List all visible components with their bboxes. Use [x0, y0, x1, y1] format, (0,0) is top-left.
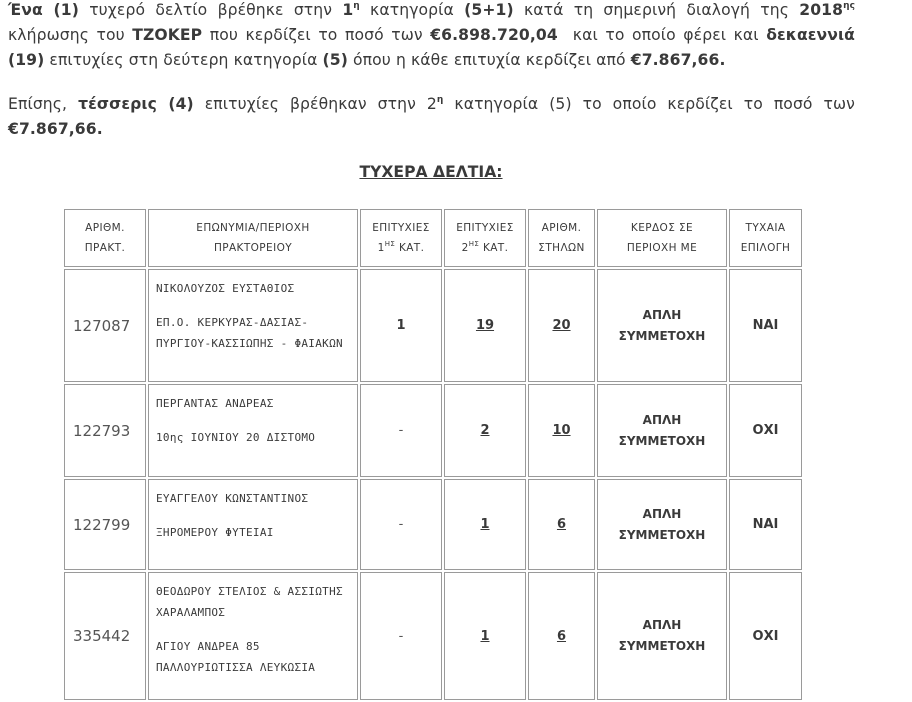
first-category-wins: 1: [360, 269, 442, 382]
header-agency-name: ΕΠΩΝΥΜΙΑ/ΠΕΡΙΟΧΗ ΠΡΑΚΤΟΡΕΙΟΥ: [148, 209, 358, 267]
results-paragraph-2: Επίσης, τέσσερις (4) επιτυχίες βρέθηκαν στην $2^\eta$ κατηγορία (5) το οποίο κερδίζει το ποσό των €7.867,66.: [8, 95, 855, 138]
prize-type: ΑΠΛΗ ΣΥΜΜΕΤΟΧΗ: [597, 384, 727, 477]
columns-count[interactable]: 6: [528, 572, 595, 700]
header-first-category-wins: ΕΠΙΤΥΧΙΕΣ $1^{H\Sigma}$ ΚΑΤ.: [360, 209, 442, 267]
table-row: [64, 572, 802, 700]
columns-count[interactable]: 6: [528, 479, 595, 570]
agency-details: [148, 269, 358, 382]
agency-number: 122799: [64, 479, 146, 570]
agency-address: ΕΠ.Ο. ΚΕΡΚΥΡΑΣ-ΔΑΣΙΑΣ-: [156, 316, 309, 329]
first-category-wins: -: [360, 479, 442, 570]
agency-address: ΑΓΙΟΥ ΑΝΔΡΕΑ 85: [156, 640, 260, 653]
prize-type: ΑΠΛΗ ΣΥΜΜΕΤΟΧΗ: [597, 572, 727, 700]
header-prize-type: ΚΕΡΔΟΣ ΣΕ ΠΕΡΙΟΧΗ ΜΕ: [597, 209, 727, 267]
agency-name: ΘΕΟΔΩΡΟΥ ΣΤΕΛΙΟΣ & ΑΣΣΙΩΤΗΣ: [156, 585, 343, 598]
count-first-category: Ένα (1): [8, 1, 79, 19]
columns-count[interactable]: 10: [528, 384, 595, 477]
prize-type: ΑΠΛΗ ΣΥΜΜΕΤΟΧΗ: [597, 269, 727, 382]
agency-address: 10ης ΙΟΥΝΙΟΥ 20 ΔΙΣΤΟΜΟ: [156, 431, 316, 444]
random-pick: ΟΧΙ: [729, 572, 802, 700]
lucky-tickets-table: [62, 207, 804, 702]
lucky-tickets-title: ΤΥΧΕΡΑ ΔΕΛΤΙΑ:: [359, 163, 503, 181]
second-category-wins[interactable]: 1: [444, 572, 526, 700]
header-agency-number: ΑΡΙΘΜ. ΠΡΑΚΤ.: [64, 209, 146, 267]
header-random-pick: ΤΥΧΑΙΑ ΕΠΙΛΟΓΗ: [729, 209, 802, 267]
second-category-wins[interactable]: 1: [444, 479, 526, 570]
table-row: [64, 269, 802, 382]
agency-address: ΠΑΛΛΟΥΡΙΩΤΙΣΣΑ ΛΕΥΚΩΣΙΑ: [156, 661, 316, 674]
agency-number: 335442: [64, 572, 146, 700]
first-category-wins: -: [360, 384, 442, 477]
columns-count[interactable]: 20: [528, 269, 595, 382]
agency-address: ΠΥΡΓΙΟΥ-ΚΑΣΣΙΩΠΗΣ - ΦΑΙΑΚΩΝ: [156, 337, 343, 350]
results-paragraph-1: Ένα (1) τυχερό δελτίο βρέθηκε στην $1^\eta$ κατηγορία (5+1) κατά τη σημερινή διαλογή της $2018^{\eta\varsigma}$ κλήρωσης του ΤΖΟΚΕΡ που κερδίζει το ποσό των €6.898.720,04 και το οποίο φέρει και δεκαεννιά (19) επιτυχίες στη δεύτερη κατηγορία (5) όπου η κάθε επιτυχία κερδίζει από €7.867,66.: [8, 1, 856, 69]
second-category-wins[interactable]: 2: [444, 384, 526, 477]
second-category-amount: €7.867,66.: [630, 51, 726, 69]
random-pick: ΝΑΙ: [729, 479, 802, 570]
draw-number: 2018: [799, 1, 844, 19]
random-pick: ΟΧΙ: [729, 384, 802, 477]
agency-name: ΕΥΑΓΓΕΛΟΥ ΚΩΝΣΤΑΝΤΙΝΟΣ: [156, 492, 309, 505]
agency-address: ΞΗΡΟΜΕΡΟΥ ΦΥΤΕΙΑΙ: [156, 526, 274, 539]
agency-name: ΝΙΚΟΛΟΥΖΟΣ ΕΥΣΤΑΘΙΟΣ: [156, 282, 295, 295]
header-columns: ΑΡΙΘΜ. ΣΤΗΛΩΝ: [528, 209, 595, 267]
table-row: [64, 384, 802, 477]
agency-details: [148, 479, 358, 570]
table-row: [64, 479, 802, 570]
agency-number: 127087: [64, 269, 146, 382]
random-pick: ΝΑΙ: [729, 269, 802, 382]
agency-name: ΧΑΡΑΛΑΜΠΟΣ: [156, 606, 226, 619]
agency-number: 122793: [64, 384, 146, 477]
agency-name: ΠΕΡΓΑΝΤΑΣ ΑΝΔΡΕΑΣ: [156, 397, 274, 410]
agency-details: [148, 572, 358, 700]
second-category-wins[interactable]: 19: [444, 269, 526, 382]
agency-details: [148, 384, 358, 477]
jackpot-amount: €6.898.720,04: [430, 26, 558, 44]
prize-type: ΑΠΛΗ ΣΥΜΜΕΤΟΧΗ: [597, 479, 727, 570]
first-category-wins: -: [360, 572, 442, 700]
game-name: ΤΖΟΚΕΡ: [132, 26, 203, 44]
header-second-category-wins: ΕΠΙΤΥΧΙΕΣ $2^{H\Sigma}$ ΚΑΤ.: [444, 209, 526, 267]
table-header-row: [64, 209, 802, 267]
